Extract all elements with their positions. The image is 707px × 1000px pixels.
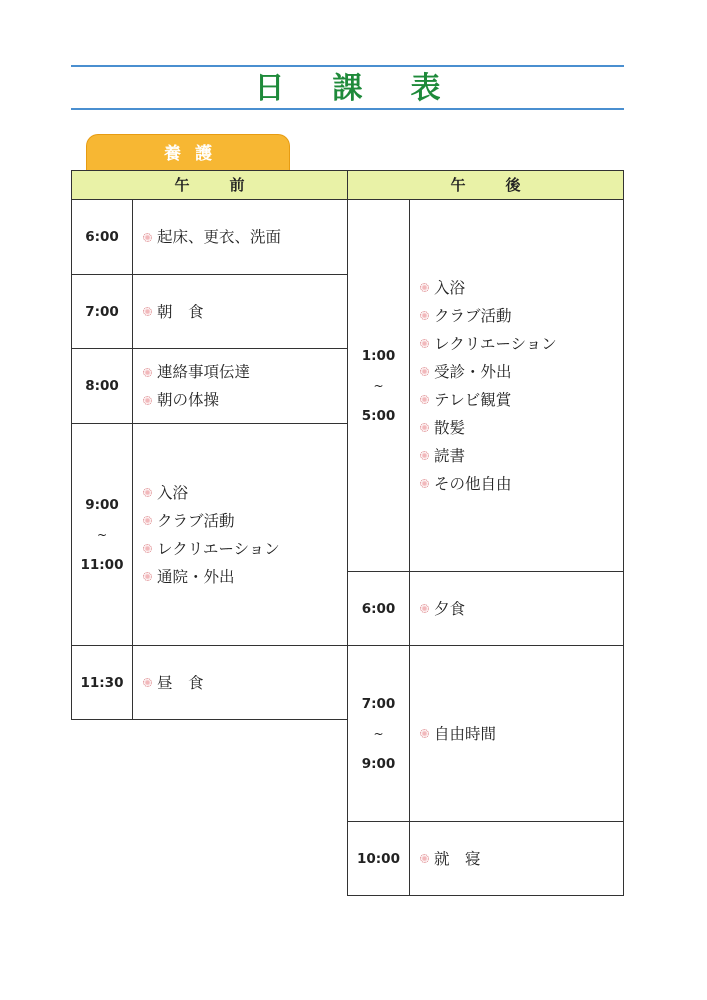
time-label: 11:30	[80, 674, 124, 691]
activity-item	[143, 386, 347, 414]
morning-time-cell	[71, 199, 133, 275]
activity-item	[420, 442, 623, 470]
activity-label: クラブ活動	[157, 511, 235, 530]
time-label: 7:00	[361, 695, 396, 712]
activity-label: 就 寝	[434, 849, 481, 868]
time-label: 7:00	[85, 303, 119, 320]
bullet-icon	[420, 729, 429, 738]
activity-item	[420, 358, 623, 386]
afternoon-time-cell	[347, 199, 410, 572]
bullet-icon	[143, 488, 152, 497]
title-rule-bottom	[71, 108, 624, 110]
afternoon-activity-cell	[409, 821, 624, 896]
activity-item	[420, 470, 623, 498]
time-label: 1:00	[361, 347, 396, 364]
page-title: 日課表	[254, 71, 489, 106]
activity-label: 昼 食	[157, 673, 204, 692]
morning-time-cell	[71, 645, 133, 720]
activity-item	[143, 563, 347, 591]
bullet-icon	[420, 395, 429, 404]
activity-item	[420, 414, 623, 442]
time-label: 9:00	[85, 496, 119, 513]
time-label: 10:00	[357, 850, 400, 867]
morning-time-cell	[71, 348, 133, 424]
activity-label: クラブ活動	[434, 306, 512, 325]
bullet-icon	[143, 572, 152, 581]
bullet-icon	[143, 307, 152, 316]
activity-item	[420, 845, 623, 873]
activity-item	[143, 298, 347, 326]
activity-label: 朝 食	[157, 302, 204, 321]
activity-label: 連絡事項伝達	[157, 363, 251, 381]
activity-item	[143, 535, 347, 563]
time-range-tilde: ~	[373, 726, 384, 741]
section-tab: 養護	[86, 134, 290, 170]
bullet-icon	[420, 854, 429, 863]
time-range-tilde: ~	[373, 378, 384, 393]
afternoon-header: 午後	[347, 170, 624, 200]
activity-item	[420, 720, 623, 748]
bullet-icon	[420, 283, 429, 292]
bullet-icon	[420, 604, 429, 613]
activity-label: 自由時間	[434, 724, 497, 743]
activity-label: 入浴	[434, 278, 466, 297]
activity-label: 散髪	[434, 418, 466, 437]
morning-time-cell	[71, 423, 133, 646]
activity-label: テレビ観賞	[434, 390, 512, 409]
activity-label: 入浴	[157, 483, 189, 502]
activity-item	[143, 223, 347, 251]
activity-label: 通院・外出	[157, 567, 235, 586]
activity-label: レクリエーション	[157, 539, 280, 558]
activity-item	[420, 302, 623, 330]
activity-label: 受診・外出	[434, 362, 512, 381]
activity-label: 読書	[434, 446, 466, 465]
activity-label: レクリエーション	[434, 334, 557, 353]
time-label: 6:00	[361, 600, 396, 617]
afternoon-time-cell	[347, 571, 410, 646]
activity-item	[420, 330, 623, 358]
time-label: 11:00	[80, 556, 124, 573]
time-label: 8:00	[85, 378, 119, 394]
afternoon-time-cell	[347, 821, 410, 896]
afternoon-activity-cell	[409, 199, 624, 572]
bullet-icon	[420, 367, 429, 376]
bullet-icon	[420, 451, 429, 460]
time-label: 5:00	[361, 407, 396, 424]
activity-label: 朝の体操	[157, 391, 220, 409]
morning-activity-cell	[132, 274, 348, 349]
bullet-icon	[420, 311, 429, 320]
morning-activity-cell	[132, 645, 348, 720]
morning-activity-cell	[132, 199, 348, 275]
activity-item	[143, 669, 347, 697]
morning-time-cell	[71, 274, 133, 349]
bullet-icon	[420, 479, 429, 488]
bullet-icon	[143, 544, 152, 553]
morning-activity-cell	[132, 348, 348, 424]
time-label: 9:00	[361, 755, 396, 772]
morning-activity-cell	[132, 423, 348, 646]
bullet-icon	[143, 368, 152, 377]
activity-item	[420, 274, 623, 302]
activity-item	[143, 358, 347, 386]
title-rule-top	[71, 65, 624, 67]
activity-item	[420, 386, 623, 414]
afternoon-activity-cell	[409, 571, 624, 646]
afternoon-activity-cell	[409, 645, 624, 822]
activity-label: 夕食	[434, 599, 466, 618]
activity-label: その他自由	[434, 474, 512, 493]
bullet-icon	[143, 396, 152, 405]
bullet-icon	[143, 516, 152, 525]
bullet-icon	[143, 678, 152, 687]
time-range-tilde: ~	[96, 527, 108, 542]
time-label: 6:00	[85, 229, 119, 245]
bullet-icon	[420, 423, 429, 432]
bullet-icon	[143, 233, 152, 242]
morning-header: 午前	[71, 170, 348, 200]
afternoon-time-cell	[347, 645, 410, 822]
activity-item	[143, 479, 347, 507]
activity-item	[143, 507, 347, 535]
activity-label: 起床、更衣、洗面	[157, 228, 282, 246]
bullet-icon	[420, 339, 429, 348]
activity-item	[420, 595, 623, 623]
